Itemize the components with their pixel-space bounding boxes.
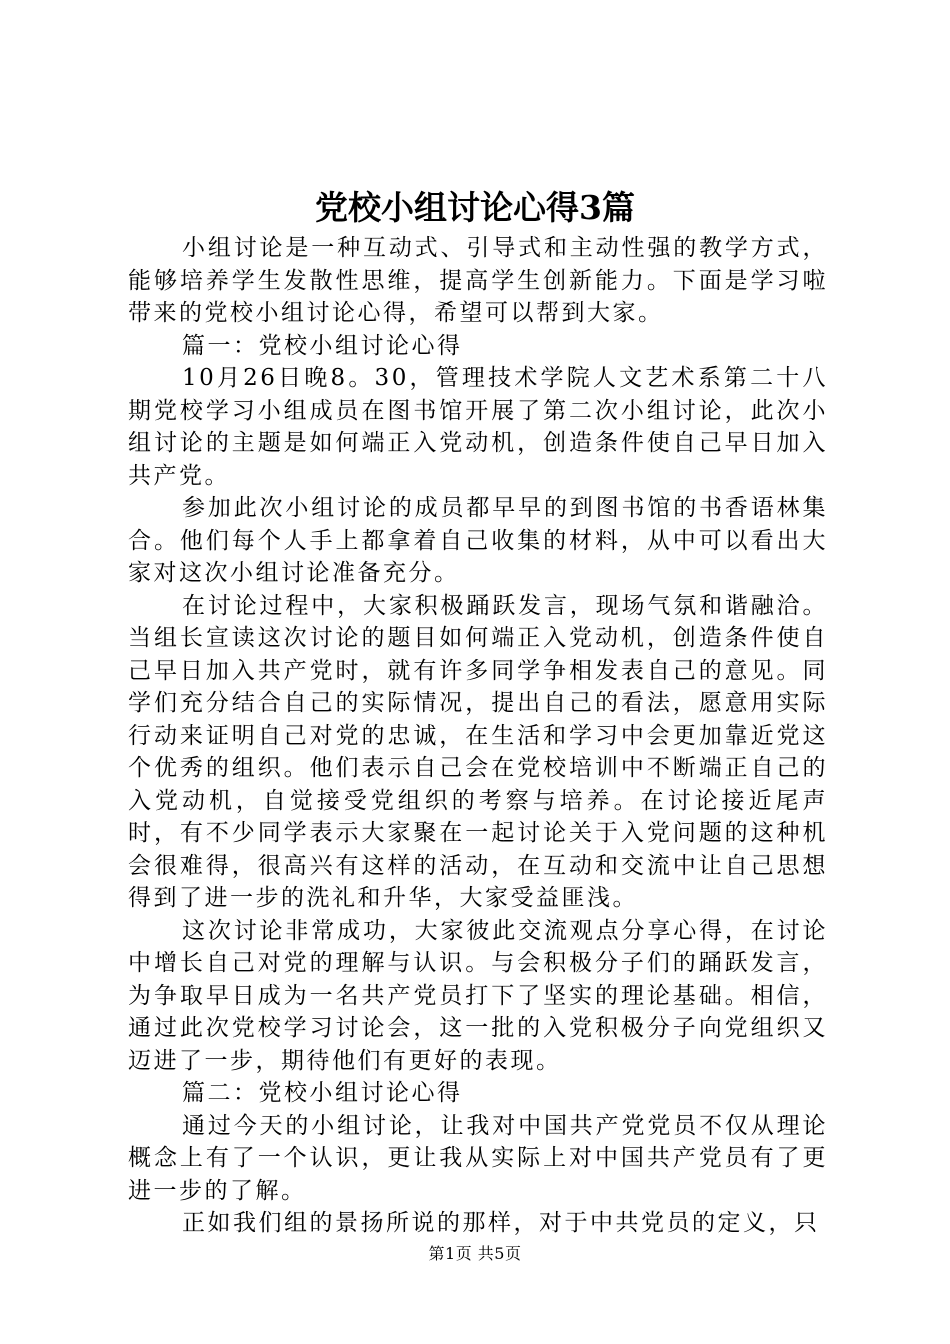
paragraph: 通过今天的小组讨论，让我对中国共产党党员不仅从理论概念上有了一个认识，更让我从实际上对中国共产党员有了更进一步的了解。 <box>128 1112 828 1204</box>
section-heading-1: 篇一：党校小组讨论心得 <box>182 332 463 359</box>
section-heading-2: 篇二：党校小组讨论心得 <box>182 1080 463 1106</box>
page-footer: 第1页 共5页 <box>428 1244 522 1263</box>
paragraph: 正如我们组的景扬所说的那样，对于中共党员的定义，只 <box>182 1210 820 1236</box>
paragraph: 在讨论过程中，大家积极踊跃发言，现场气氛和谐融洽。当组长宣读这次讨论的题目如何端正入党动机，创造条件使自己早日加入共产党时，就有许多同学争相发表自己的意见。同学们充分结合自己的实际情况，提出自己的看法，愿意用实际行动来证明自己对党的忠诚，在生活和学习中会更加靠近党这个优秀的组织。他们表示自己会在党校培训中不断端正自己的入党动机，自觉接受党组织的考察与培养。在讨论接近尾声时，有不少同学表示大家聚在一起讨论关于入党问题的这种机会很难得，很高兴有这样的活动，在互动和交流中让自己思想得到了进一步的洗礼和升华，大家受益匪浅。 <box>128 592 828 911</box>
document-title: 党校小组讨论心得3篇 <box>315 188 635 227</box>
intro-paragraph: 小组讨论是一种互动式、引导式和主动性强的教学方式，能够培养学生发散性思维，提高学生创新能力。下面是学习啦带来的党校小组讨论心得，希望可以帮到大家。 <box>128 235 828 326</box>
paragraph: 10月26日晚8。30，管理技术学院人文艺术系第二十八期党校学习小组成员在图书馆开展了第二次小组讨论，此次小组讨论的主题是如何端正入党动机，创造条件使自己早日加入共产党。 <box>128 365 828 489</box>
document-body <box>128 232 828 1240</box>
paragraph: 参加此次小组讨论的成员都早早的到图书馆的书香语林集合。他们每个人手上都拿着自己收集的材料，从中可以看出大家对这次小组讨论准备充分。 <box>128 495 828 586</box>
paragraph: 这次讨论非常成功，大家彼此交流观点分享心得，在讨论中增长自己对党的理解与认识。与会积极分子们的踊跃发言，为争取早日成为一名共产党员打下了坚实的理论基础。相信，通过此次党校学习讨论会，这一批的入党积极分子向党组织又迈进了一步，期待他们有更好的表现。 <box>128 917 828 1074</box>
